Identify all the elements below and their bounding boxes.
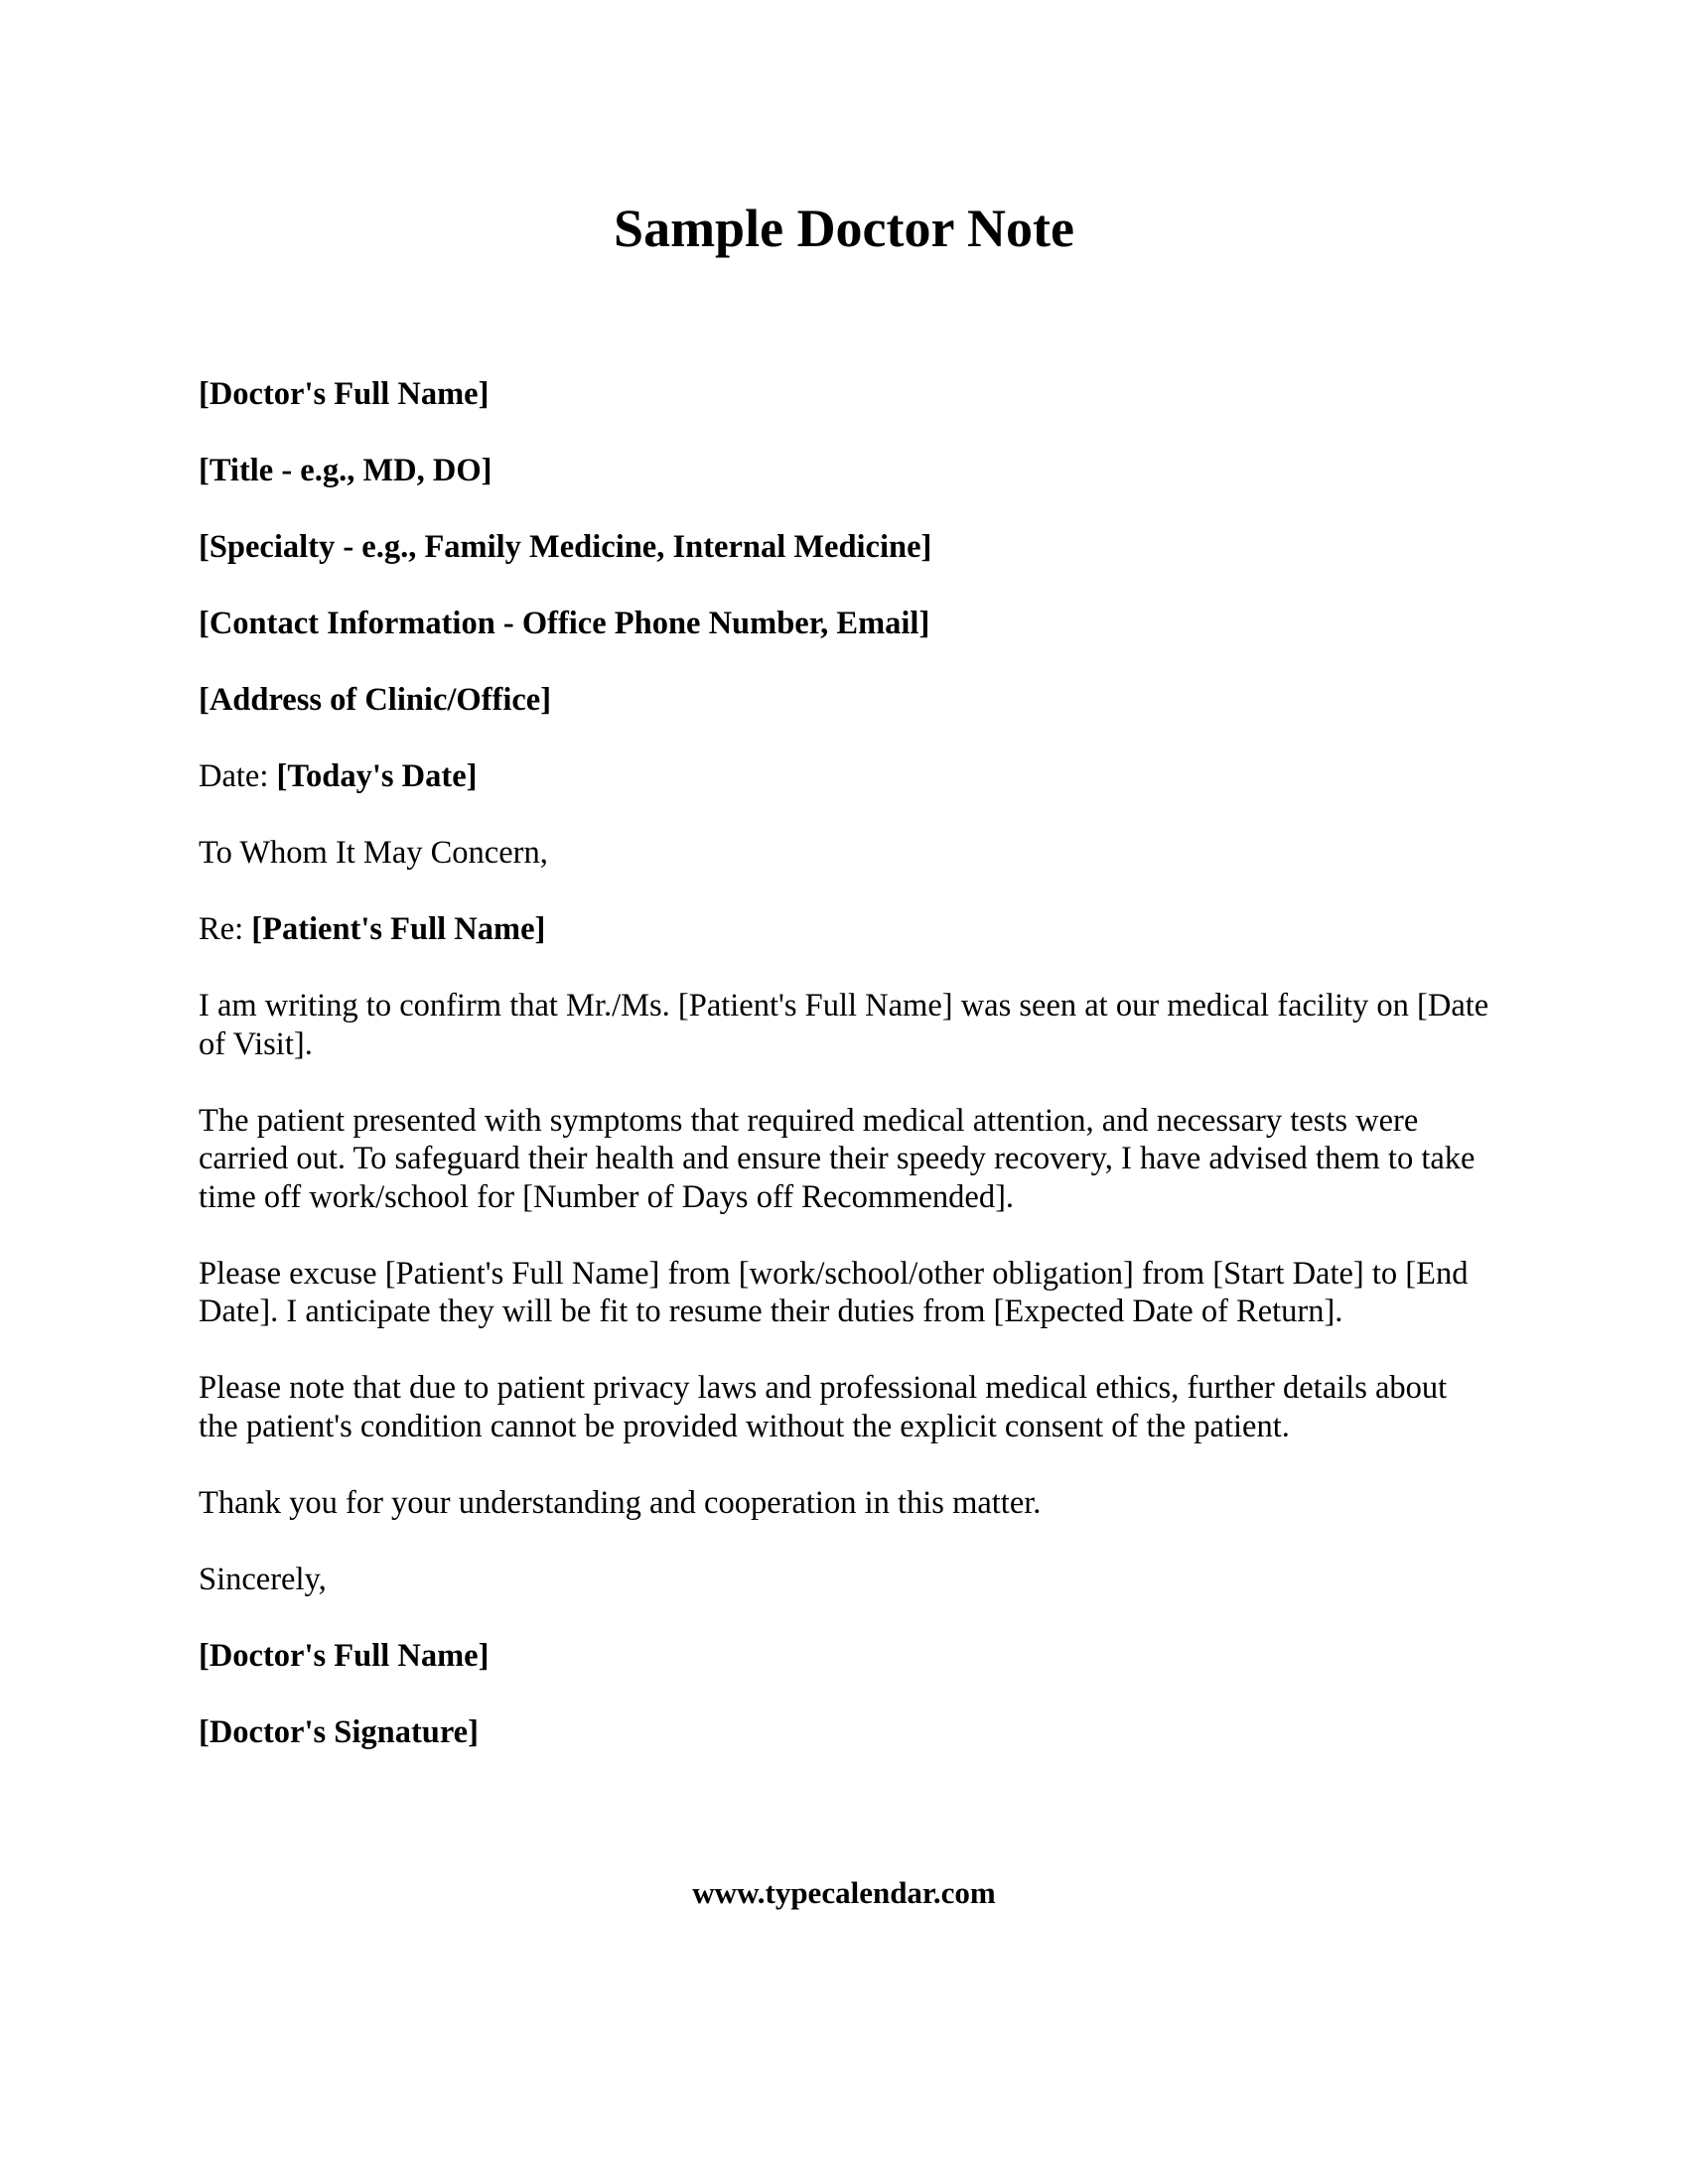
footer-website-link[interactable]: www.typecalendar.com bbox=[692, 1875, 996, 1910]
paragraph-thanks: Thank you for your understanding and cooperation in this matter. bbox=[199, 1484, 1042, 1521]
re-label: Re: bbox=[199, 911, 252, 947]
signature-doctor-signature: [Doctor's Signature] bbox=[199, 1713, 479, 1750]
contact-information-field: [Contact Information - Office Phone Number, Email] bbox=[199, 606, 930, 641]
document-title: Sample Doctor Note bbox=[614, 199, 1074, 258]
doctor-specialty-field: [Specialty - e.g., Family Medicine, Internal Medicine] bbox=[199, 529, 932, 565]
salutation: To Whom It May Concern, bbox=[199, 835, 548, 871]
date-label: Date: bbox=[199, 758, 277, 794]
signature-doctor-name: [Doctor's Full Name] bbox=[199, 1637, 490, 1674]
date-line bbox=[199, 757, 1489, 796]
re-line bbox=[199, 910, 1489, 949]
re-value: [Patient's Full Name] bbox=[251, 911, 546, 947]
doctor-name-field: [Doctor's Full Name] bbox=[199, 376, 490, 412]
letter-body bbox=[199, 375, 1489, 1790]
paragraph-excuse: Please excuse [Patient's Full Name] from [work/school/other obligation] from [Start Date] to [End Date]. I anticipate they will be fit to resume their duties from [Expected Date of Return]. bbox=[199, 1255, 1469, 1329]
paragraph-symptoms: The patient presented with symptoms that required medical attention, and necessary tests were carried out. To safeguard their health and ensure their speedy recovery, I have advised them to take time off work/school for [Number of Days off Recommended]. bbox=[199, 1102, 1476, 1215]
paragraph-privacy: Please note that due to patient privacy laws and professional medical ethics, further details about the patient's condition cannot be provided without the explicit consent of the patient. bbox=[199, 1370, 1448, 1444]
date-value: [Today's Date] bbox=[276, 758, 478, 794]
clinic-address-field: [Address of Clinic/Office] bbox=[199, 682, 552, 718]
doctor-title-field: [Title - e.g., MD, DO] bbox=[199, 453, 492, 488]
paragraph-visit-confirmation: I am writing to confirm that Mr./Ms. [Patient's Full Name] was seen at our medical facility on [Date of Visit]. bbox=[199, 988, 1489, 1062]
closing: Sincerely, bbox=[199, 1561, 327, 1597]
